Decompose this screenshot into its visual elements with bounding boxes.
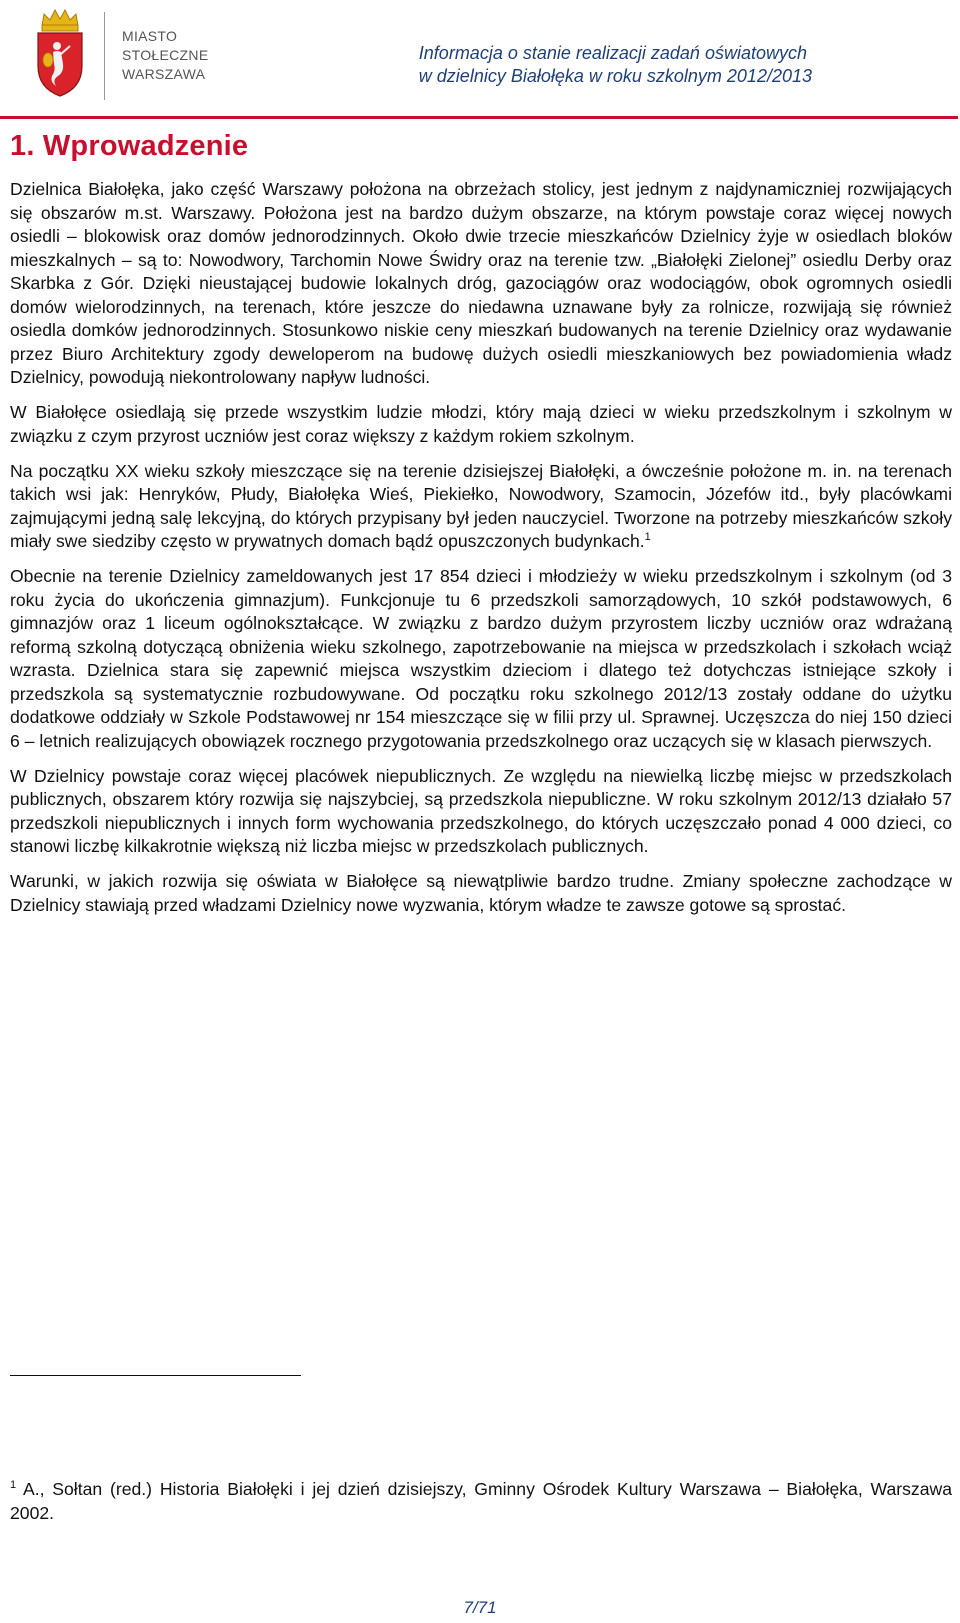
section-title: 1. Wprowadzenie [10,130,249,162]
footnote-separator [10,1375,301,1376]
logo-line: STOŁECZNE [122,47,209,63]
paragraph: W Białołęce osiedlają się przede wszystkim ludzie młodzi, który mają dzieci w wieku przedszkolnym i szkolnym w związku z czym przyrost uczniów jest coraz większy z każdym rokiem szkolnym. [10,402,952,446]
logo-line: MIASTO [122,28,178,44]
header-rule [0,116,958,119]
logo-divider [104,12,105,100]
page-header [0,0,960,120]
paragraph: Dzielnica Białołęka, jako część Warszawy położona na obrzeżach stolicy, jest jednym z najdynamiczniej rozwijających się obszarów m.st. Warszawy. Położona jest na bardzo dużym obszarze, na którym powstaje coraz więcej nowych osiedli – blokowisk oraz domów jednorodzinnych. Około dwie trzecie mieszkańców Dzielnicy żyje w osiedlach bloków mieszkalnych – są to: Nowodwory, Tarchomin Nowe Świdry oraz na terenie tzw. „Białołęki Zielonej” osiedlu Derby oraz Skarbka z Gór. Dzięki nieustającej budowie lokalnych dróg, gazociągów oraz wodociągów, obok ogromnych osiedli domów wielorodzinnych, na terenach, które jeszcze do niedawna uznawane były za rolnicze, rozwijają się również osiedla domków jednorodzinnych. Stosunkowo niskie ceny mieszkań budowanych na terenie Dzielnicy oraz wydawanie przez Biuro Architektury zgody deweloperom na budowę dużych osiedli mieszkaniowych bez powiadomienia władz Dzielnicy, powodują niekontrolowany napływ ludności. [10,179,952,387]
footnote-reference: 1 [644,531,651,544]
header-title-line-2: w dzielnicy Białołęka w roku szkolnym 2012/2013 [418,66,812,86]
page-number: 7/71 [463,1598,497,1617]
footnote-marker: 1 [10,1479,17,1492]
paragraph-text: Na początku XX wieku szkoły mieszczące się na terenie dzisiejszej Białołęki, a ówcześnie położone m. in. na terenach takich wsi jak: Henryków, Płudy, Białołęka Wieś, Piekiełko, Nowodwory, Szamocin, Józefów itd., były placówkami zajmującymi jedną salę lekcyjną, do których przypisany był jeden nauczyciel. Tworzone na potrzeby mieszkańców szkoły miały swe siedziby często w prywatnych domach bądź opuszczonych budynkach. [10,460,952,551]
section-body [10,178,952,929]
paragraph: Warunki, w jakich rozwija się oświata w Białołęce są niewątpliwie bardzo trudne. Zmiany społeczne zachodzące w Dzielnicy stawiają przed władzami Dzielnicy nowe wyzwania, którym władze te zawsze gotowe są sprostać. [10,871,952,915]
warsaw-coat-of-arms-logo [30,6,90,98]
header-title-line-1: Informacja o stanie realizacji zadań oświatowych [418,43,807,63]
footnote-text: A., Sołtan (red.) Historia Białołęki i jej dzień dzisiejszy, Gminny Ośrodek Kultury Warszawa – Białołęka, Warszawa 2002. [10,1479,952,1523]
logo-line: WARSZAWA [122,66,206,82]
paragraph [10,460,952,554]
document-header-title [419,42,812,88]
footnote [10,1478,952,1525]
paragraph: Obecnie na terenie Dzielnicy zameldowanych jest 17 854 dzieci i młodzieży w wieku przedszkolnym i szkolnym (od 3 roku życia do ukończenia gimnazjum). Funkcjonuje tu 6 przedszkoli samorządowych, 10 szkół podstawowych, 6 gimnazjów oraz 1 liceum ogólnokształcące. W związku z bardzo dużym przyrostem liczby uczniów oraz wdrażaną reformą szkolną dotyczącą obniżenia wieku szkolnego, zapotrzebowanie na miejsca w przedszkolach i szkołach wciąż wzrasta. Dzielnica stara się zapewnić miejsca wszystkim dzieciom i dlatego też dotychczas istniejące szkoły i przedszkola są systematycznie rozbudowywane. Od początku roku szkolnego 2012/13 zostały oddane do użytku dodatkowe oddziały w Szkole Podstawowej nr 154 mieszczące się w filii przy ul. Sprawnej. Uczęszcza do niej 150 dzieci 6 – letnich realizujących obowiązek rocznego przygotowania przedszkolnego oraz uczących się w klasach pierwszych. [10,566,952,751]
paragraph: W Dzielnicy powstaje coraz więcej placówek niepublicznych. Ze względu na niewielką liczbę miejsc w przedszkolach publicznych, obszarem który rozwija się najszybciej, są przedszkola niepubliczne. W roku szkolnym 2012/13 działało 57 przedszkoli niepublicznych i innych form wychowania przedszkolnego, do których uczęszczało ponad 4 000 dzieci, co stanowi liczbę kilkakrotnie większą niż liczba miejsc w przedszkolach publicznych. [10,765,952,856]
logo-wordmark [122,27,208,84]
